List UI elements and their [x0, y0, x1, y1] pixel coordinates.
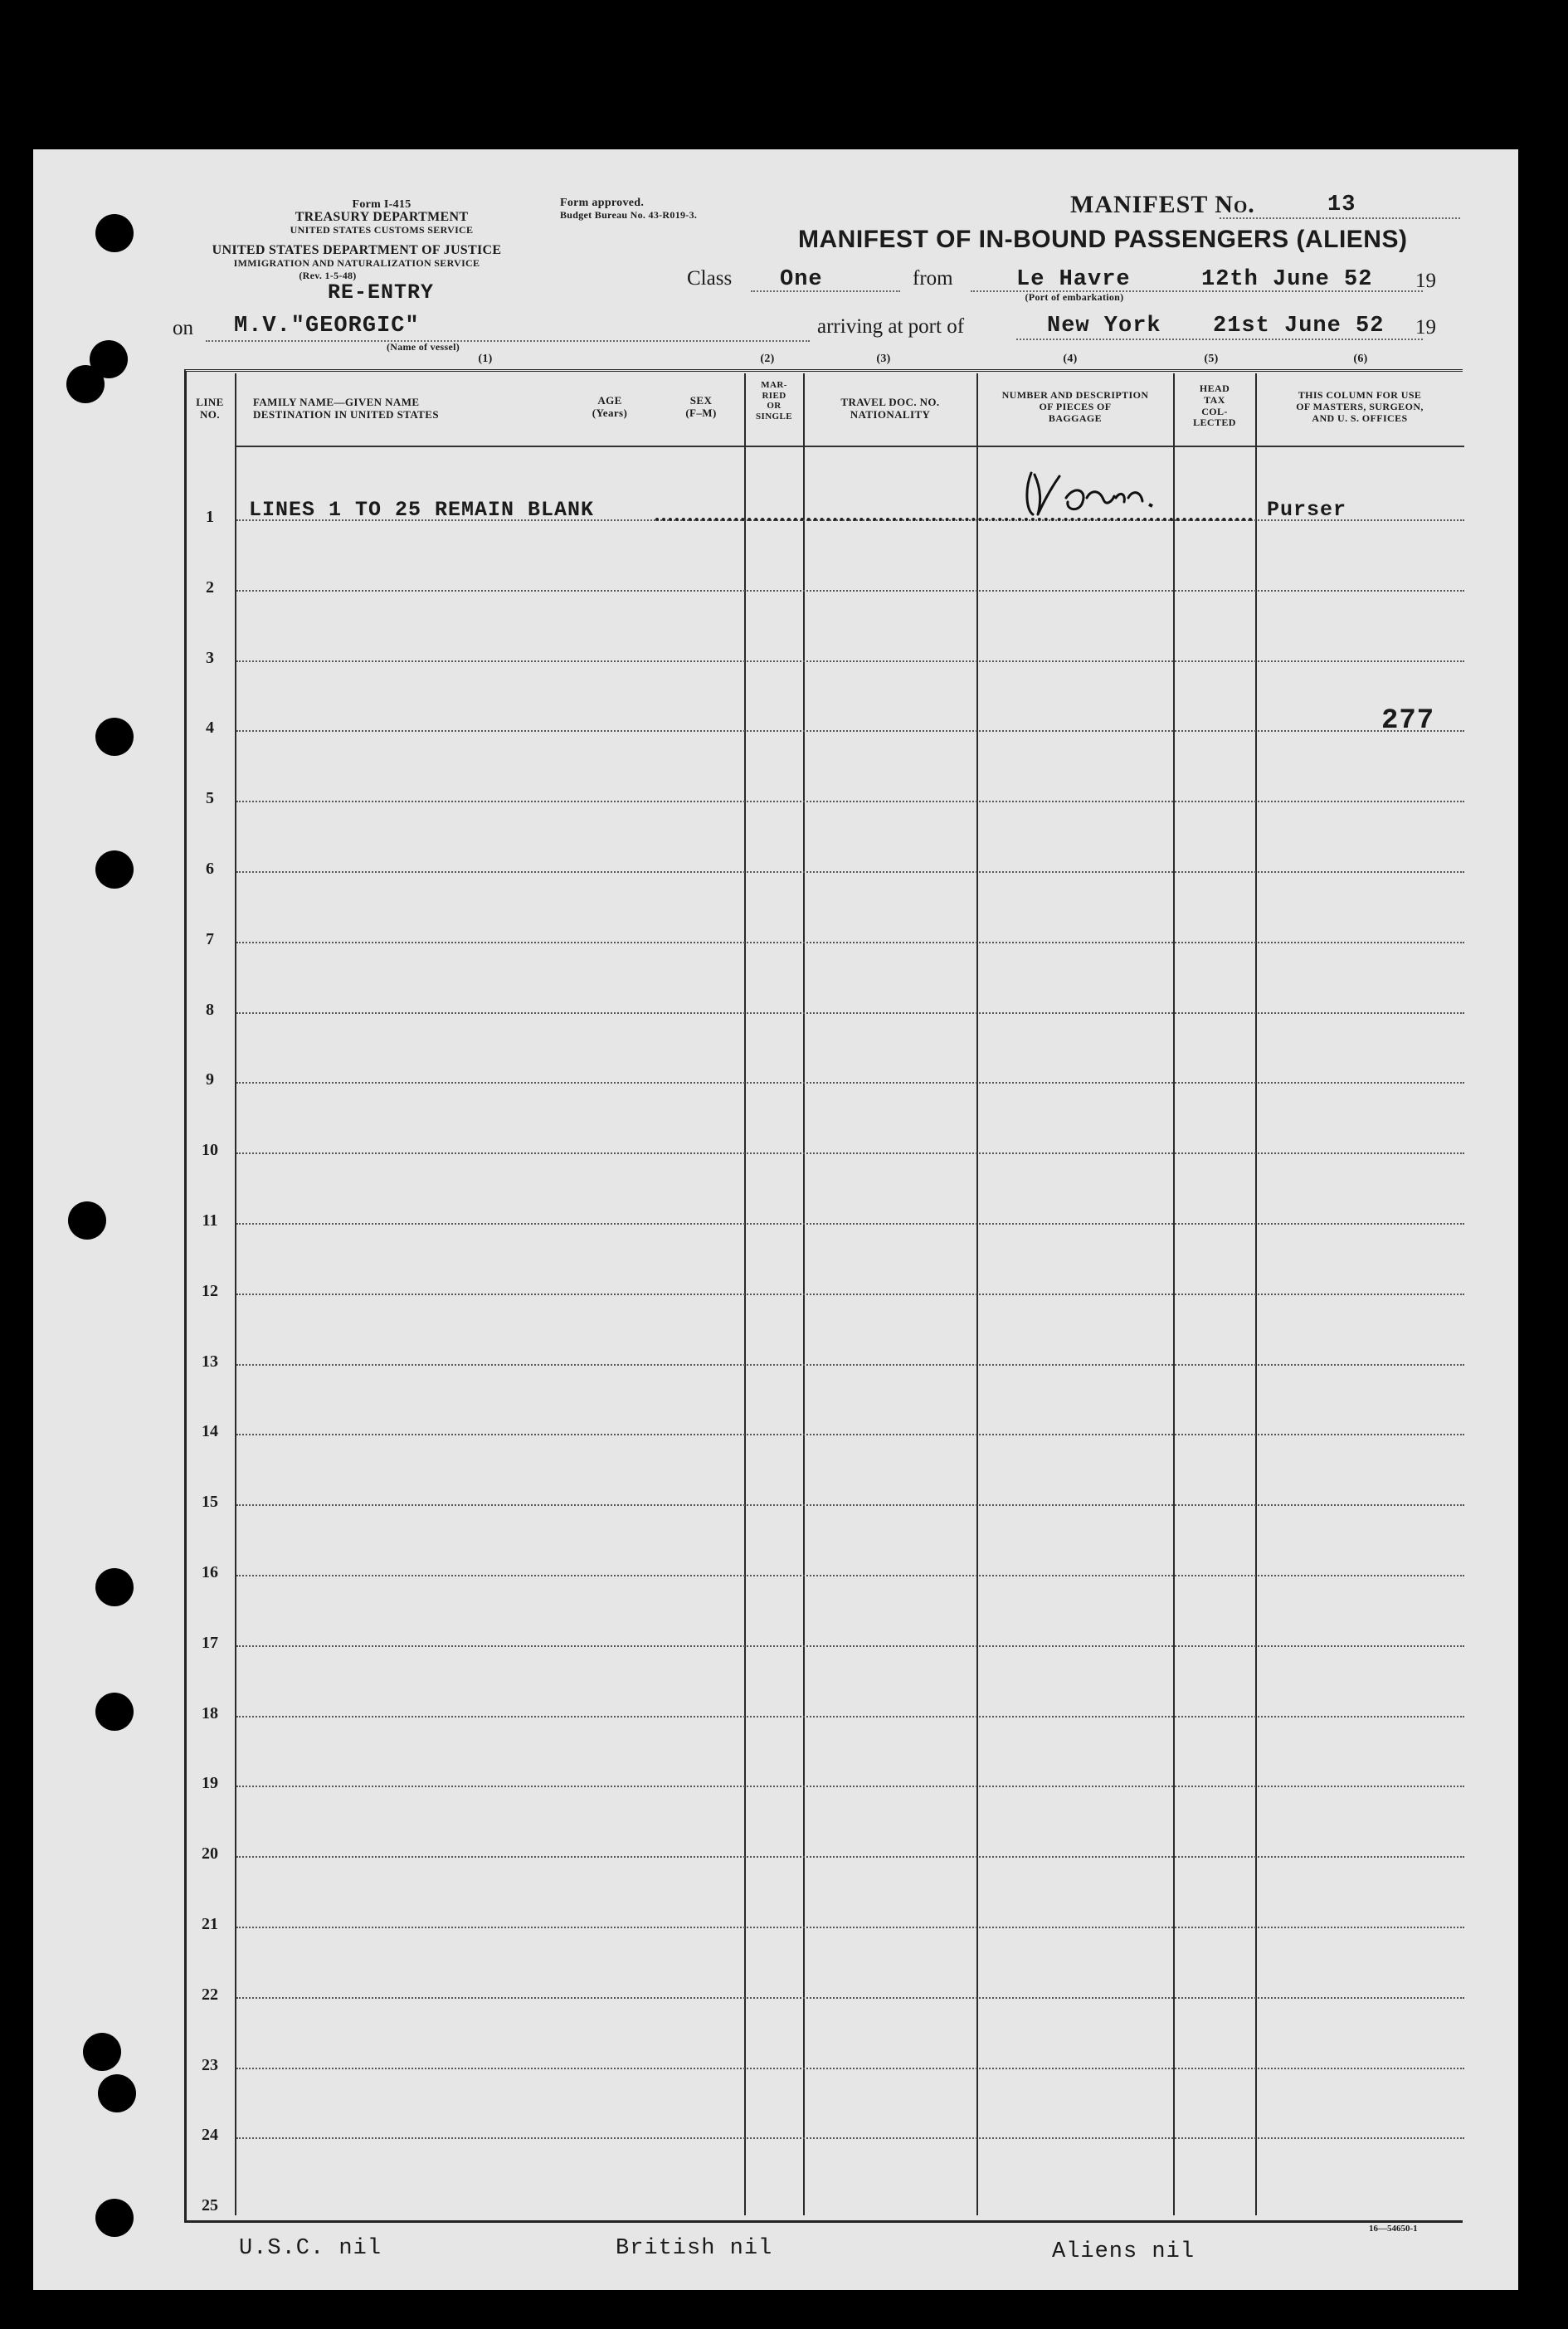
table-row	[236, 942, 1464, 943]
line-number: 17	[202, 1633, 218, 1652]
col-num-1: (1)	[478, 353, 493, 365]
col-num-5: (5)	[1204, 353, 1219, 365]
class-value: One	[780, 267, 823, 292]
vessel-name: M.V."GEORGIC"	[234, 314, 420, 339]
class-label: Class	[687, 267, 733, 290]
customs-service: UNITED STATES CUSTOMS SERVICE	[290, 224, 474, 236]
punch-hole	[95, 718, 134, 756]
table-row	[236, 2068, 1464, 2069]
table-row	[236, 801, 1464, 802]
line-number: 21	[202, 1915, 218, 1933]
table-row	[236, 1786, 1464, 1787]
table-row	[236, 1645, 1464, 1647]
year-prefix-2: 19	[1415, 316, 1436, 339]
table-row	[236, 590, 1464, 592]
purser-title: Purser	[1267, 498, 1347, 522]
departure-date: 12th June 52	[1201, 267, 1373, 292]
line-number: 4	[206, 719, 214, 738]
footer-usc: U.S.C. nil	[239, 2236, 382, 2261]
line-number: 20	[202, 1844, 218, 1864]
arrival-line	[1016, 339, 1423, 340]
line-number: 5	[206, 789, 214, 808]
re-entry-stamp: RE-ENTRY	[328, 280, 435, 305]
col-header-age: AGE (Years)	[592, 394, 628, 419]
punch-hole	[95, 2199, 134, 2237]
manifest-no-label: MANIFEST No.	[1070, 191, 1255, 218]
stamp-number: 277	[1381, 705, 1435, 737]
table-row	[236, 1082, 1464, 1084]
revision-date: (Rev. 1-5-48)	[299, 270, 357, 281]
col-header-travel: TRAVEL DOC. NO. NATIONALITY	[840, 396, 940, 421]
col-header-married: MAR- RIED OR SINGLE	[756, 380, 792, 421]
line-number: 23	[202, 2055, 218, 2074]
line-number: 14	[202, 1422, 218, 1441]
arriving-label: arriving at port of	[817, 315, 965, 338]
table-row	[236, 1294, 1464, 1295]
punch-hole	[95, 1568, 134, 1606]
col-header-baggage: NUMBER AND DESCRIPTION OF PIECES OF BAGGAGE	[1001, 389, 1149, 424]
print-code: 16—54650-1	[1369, 2224, 1418, 2234]
punch-hole	[83, 2033, 121, 2071]
table-row	[236, 1152, 1464, 1154]
purser-signature	[1016, 465, 1182, 523]
blank-lines-note: LINES 1 TO 25 REMAIN BLANK	[249, 498, 595, 522]
line-number: 15	[202, 1493, 218, 1512]
ins-service: IMMIGRATION AND NATURALIZATION SERVICE	[233, 257, 480, 269]
header-rule	[236, 446, 1464, 447]
col-num-6: (6)	[1353, 353, 1368, 365]
footer-aliens: Aliens nil	[1052, 2239, 1195, 2264]
line-number: 10	[202, 1141, 218, 1160]
table-row	[236, 1223, 1464, 1225]
line-number: 1	[206, 508, 214, 526]
table-row	[236, 1012, 1464, 1014]
table-row	[236, 660, 1464, 662]
punch-hole	[68, 1201, 106, 1240]
table-row	[236, 1575, 1464, 1576]
table-row	[236, 1504, 1464, 1506]
line-number: 19	[202, 1774, 218, 1793]
table-row	[236, 1434, 1464, 1435]
col-header-name: FAMILY NAME—GIVEN NAME DESTINATION IN UNITED STATES	[253, 396, 439, 421]
table-row	[236, 1856, 1464, 1858]
budget-bureau: Budget Bureau No. 43-R019-3.	[560, 209, 698, 221]
line-number: 22	[202, 1985, 218, 2004]
line-number: 3	[206, 648, 214, 667]
form-number: Form I-415	[352, 198, 411, 211]
col-header-line-no: LINE NO.	[196, 396, 224, 421]
year-prefix-1: 19	[1415, 270, 1436, 292]
line-number: 11	[202, 1211, 218, 1230]
arrival-port: New York	[1047, 314, 1161, 339]
on-label: on	[173, 317, 193, 339]
manifest-title: MANIFEST OF IN-BOUND PASSENGERS (ALIENS)	[798, 226, 1408, 253]
line-number: 24	[202, 2126, 218, 2145]
punch-hole	[95, 1693, 134, 1731]
line-number: 25	[202, 2196, 218, 2215]
embarkation-note: (Port of embarkation)	[1025, 291, 1124, 303]
manifest-no-line	[1220, 217, 1460, 219]
col-header-office: THIS COLUMN FOR USE OF MASTERS, SURGEON, AND U. S. OFFICES	[1296, 389, 1424, 424]
embarkation-port: Le Havre	[1016, 267, 1131, 292]
line-number: 13	[202, 1352, 218, 1371]
arrival-date: 21st June 52	[1213, 314, 1385, 339]
punch-hole	[98, 2074, 136, 2112]
line-number: 6	[206, 860, 214, 878]
table-row	[236, 1364, 1464, 1366]
justice-dept: UNITED STATES DEPARTMENT OF JUSTICE	[212, 243, 502, 257]
line-number: 7	[206, 929, 214, 948]
punch-hole	[95, 214, 134, 252]
class-line	[751, 290, 900, 292]
table-row	[236, 730, 1464, 732]
punch-hole	[95, 850, 134, 889]
punch-hole	[66, 365, 105, 403]
line-number: 16	[202, 1563, 218, 1581]
col-header-sex: SEX (F–M)	[685, 394, 717, 419]
col-header-headtax: HEAD TAX COL- LECTED	[1193, 382, 1236, 429]
line-number: 8	[206, 1000, 214, 1019]
manifest-number: 13	[1327, 192, 1356, 217]
table-row	[236, 1927, 1464, 1928]
treasury-dept: TREASURY DEPARTMENT	[295, 210, 469, 224]
table-row	[236, 1716, 1464, 1718]
from-label: from	[913, 267, 953, 290]
vessel-note: (Name of vessel)	[386, 341, 460, 353]
line-number: 12	[202, 1281, 218, 1300]
col-num-3: (3)	[876, 353, 891, 365]
manifest-table	[184, 369, 1463, 2223]
table-row	[236, 1997, 1464, 1999]
form-approved: Form approved.	[560, 197, 645, 209]
vessel-line	[206, 340, 810, 342]
line-number: 2	[206, 577, 214, 597]
table-row	[236, 2137, 1464, 2139]
line-number: 18	[202, 1703, 218, 1722]
footer-british: British nil	[616, 2236, 773, 2261]
table-row	[236, 871, 1464, 873]
line-number: 9	[206, 1070, 214, 1089]
col-num-2: (2)	[760, 353, 775, 365]
col-num-4: (4)	[1063, 353, 1078, 365]
